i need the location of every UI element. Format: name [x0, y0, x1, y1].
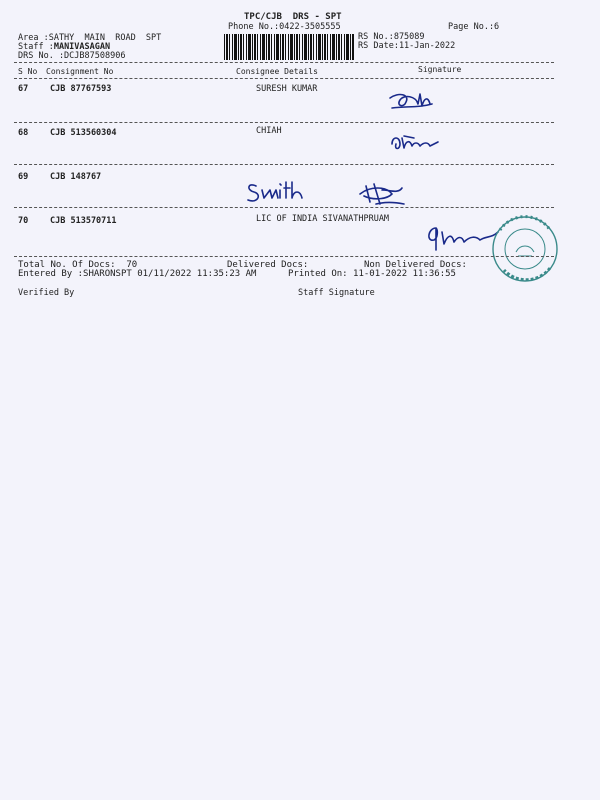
signature-image	[356, 180, 410, 208]
row-consignee: SURESH KUMAR	[256, 84, 318, 94]
row-consignee: CHIAH	[256, 126, 282, 136]
non-delivered-docs: Non Delivered Docs:	[364, 260, 467, 270]
lic-seal-stamp	[490, 214, 560, 284]
page-number: Page No.:6	[448, 22, 500, 32]
divider	[14, 256, 554, 257]
row-sno: 68	[18, 128, 29, 138]
staff-name: MANIVASAGAN	[53, 42, 111, 52]
row-sno: 67	[18, 84, 29, 94]
row-consignee: LIC OF INDIA SIVANATHPRUAM	[256, 214, 390, 224]
staff-label: Staff :	[18, 42, 54, 52]
barcode	[224, 34, 354, 60]
column-header-signature: Signature	[418, 65, 462, 74]
printed-on: Printed On: 11-01-2022 11:36:55	[288, 269, 456, 279]
delivered-docs: Delivered Docs:	[227, 260, 309, 270]
row-consignment: CJB 513570711	[50, 216, 117, 226]
divider	[14, 207, 554, 208]
row-sno: 69	[18, 172, 29, 182]
divider	[14, 164, 554, 165]
divider	[14, 122, 554, 123]
staff-signature-label: Staff Signature	[298, 288, 375, 298]
rs-number: RS No.:875089	[358, 32, 425, 42]
divider	[14, 78, 554, 79]
divider	[14, 62, 554, 63]
column-header-sno: S No	[18, 67, 38, 76]
handwritten-name	[244, 178, 324, 208]
verified-by-label: Verified By	[18, 288, 75, 298]
signature-image	[388, 90, 448, 120]
entered-by: Entered By :SHARONSPT 01/11/2022 11:35:23 AM	[18, 269, 257, 279]
rs-date: RS Date:11-Jan-2022	[358, 41, 456, 51]
column-header-consignee: Consignee Details	[236, 67, 318, 76]
drs-number: DRS No. :DCJB87508906	[18, 51, 126, 61]
phone-number: Phone No.:0422-3505555	[228, 22, 341, 32]
document-title: TPC/CJB DRS - SPT	[244, 12, 342, 22]
row-consignment: CJB 87767593	[50, 84, 112, 94]
row-sno: 70	[18, 216, 29, 226]
row-consignment: CJB 148767	[50, 172, 102, 182]
column-header-consignment: Consignment No	[46, 67, 114, 76]
signature-image	[390, 132, 446, 154]
row-consignment: CJB 513560304	[50, 128, 117, 138]
area-label: Area :SATHY MAIN ROAD SPT	[18, 33, 162, 43]
total-docs: Total No. Of Docs: 70	[18, 260, 138, 270]
